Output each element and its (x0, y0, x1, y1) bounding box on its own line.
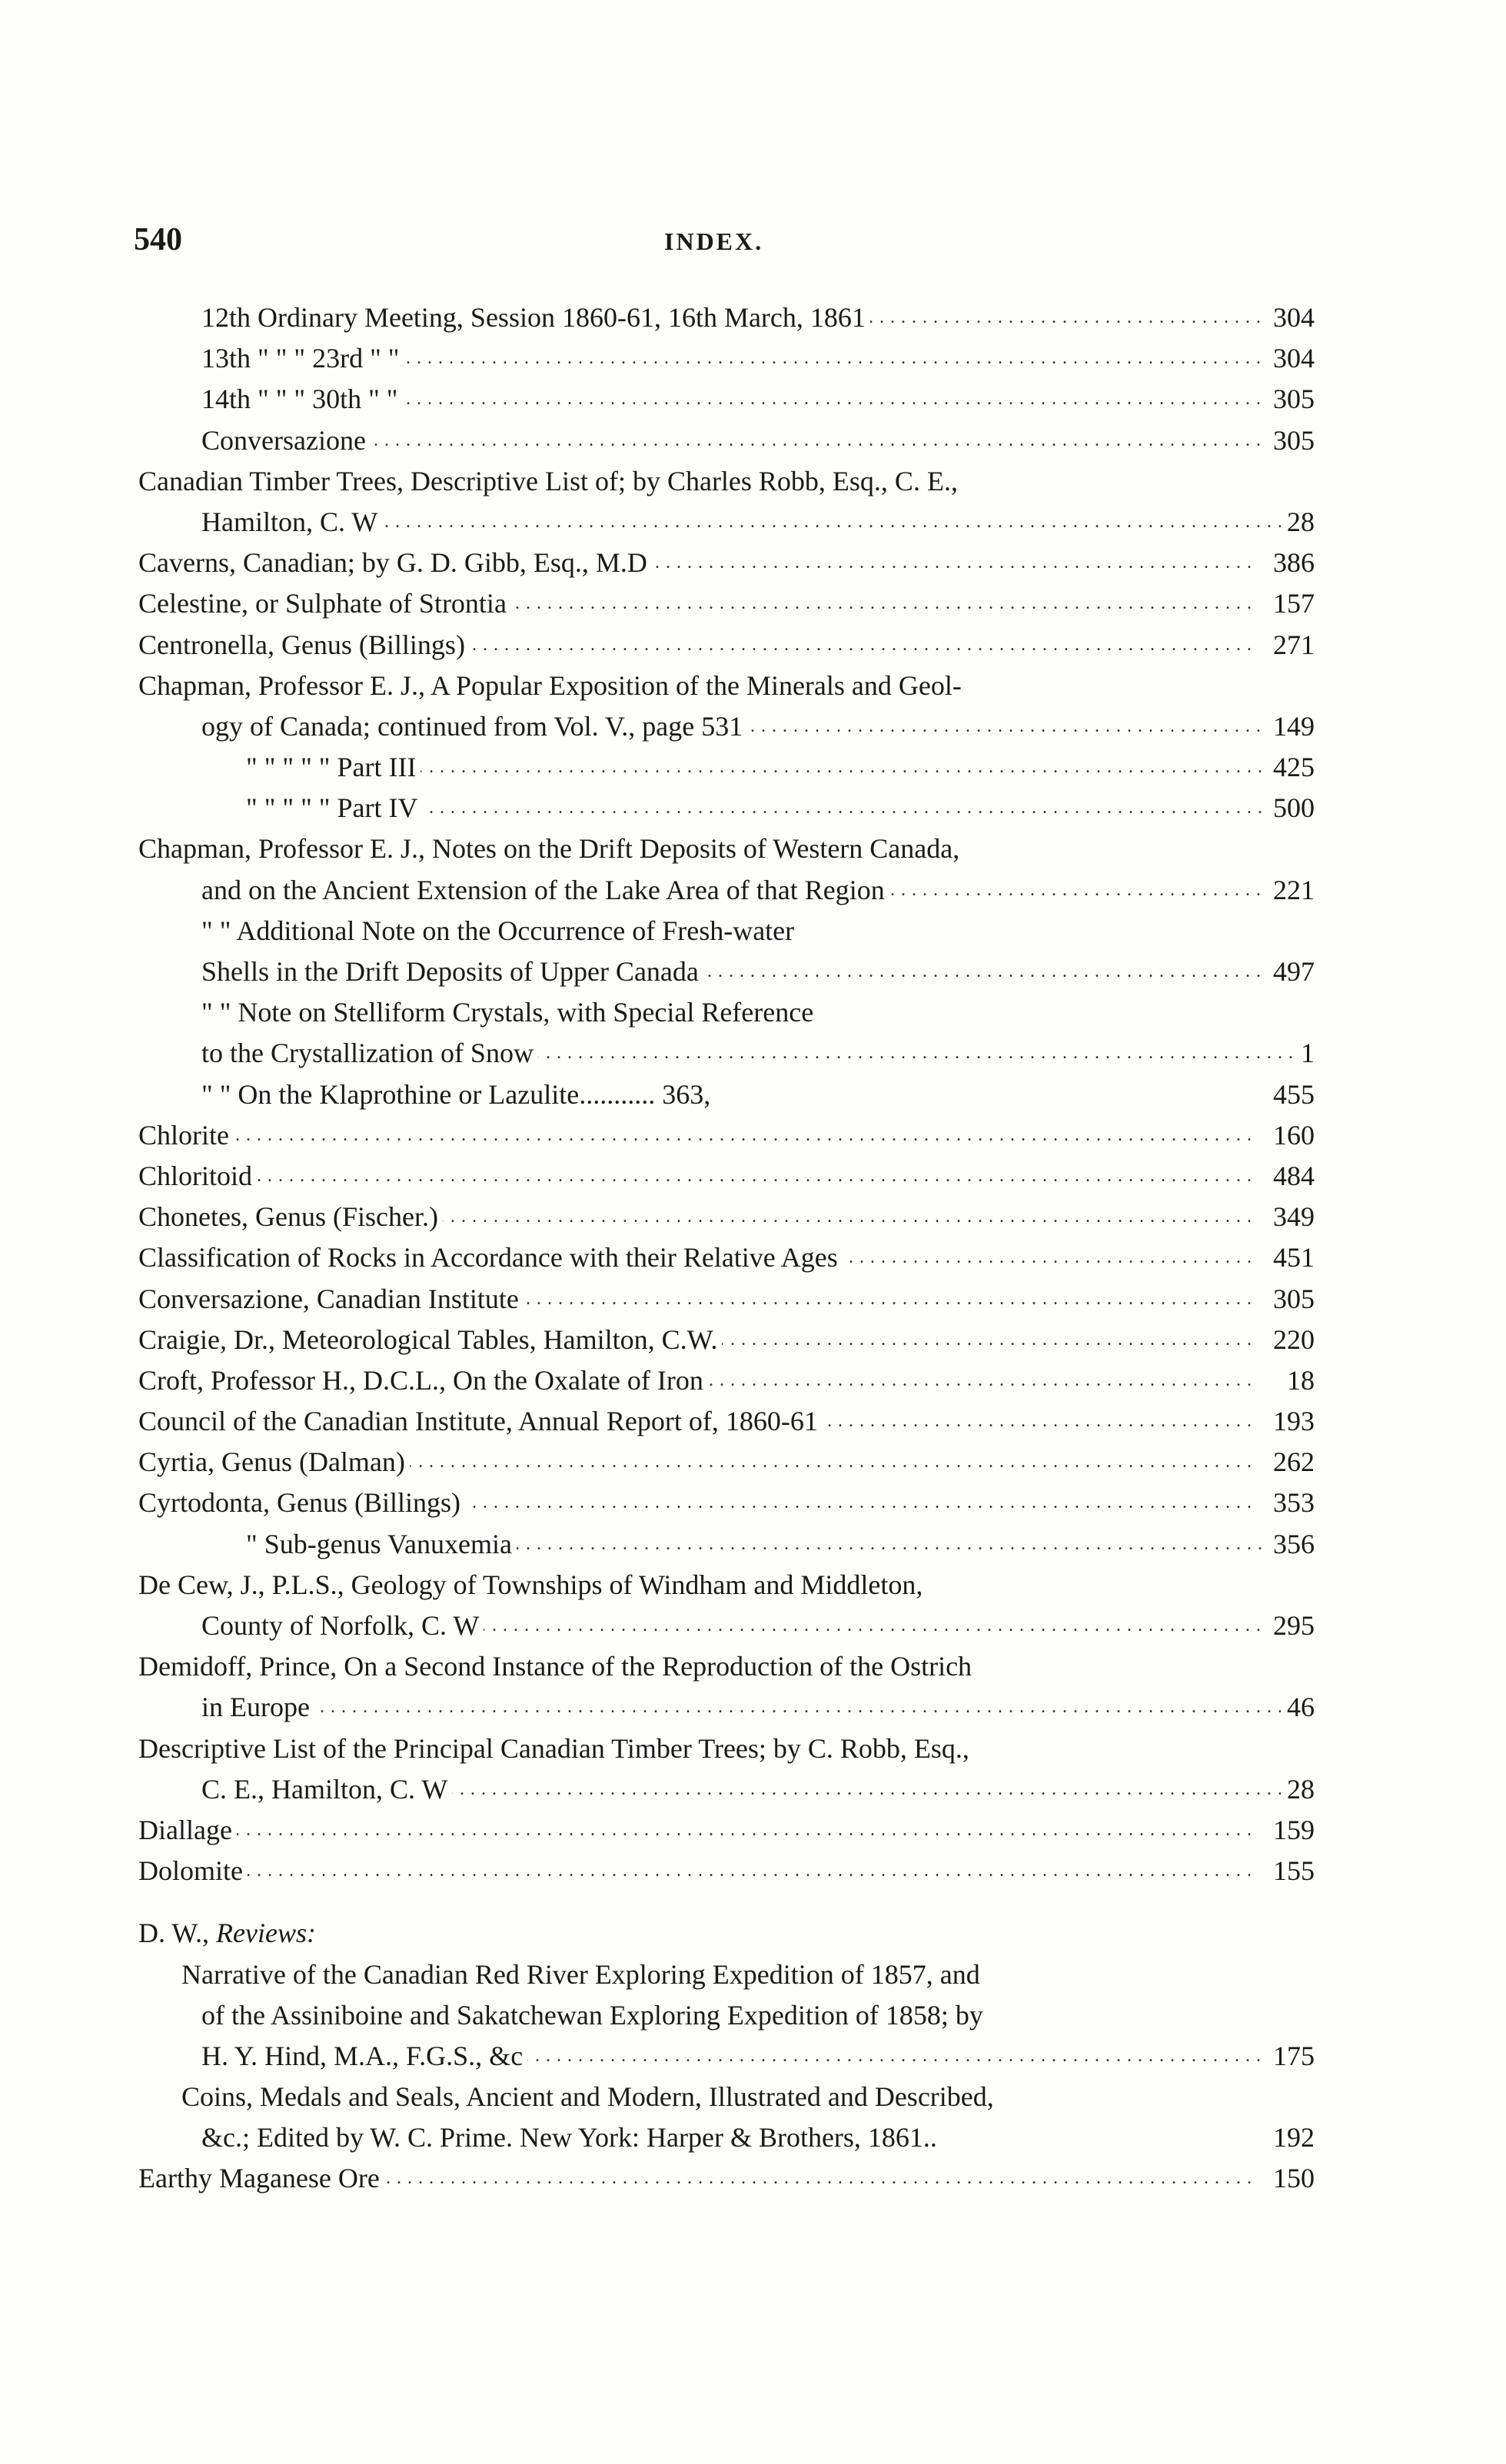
entry-page-number: 304 (1267, 338, 1315, 379)
entry-page-number: 220 (1267, 1320, 1315, 1360)
entry-text: of the Assiniboine and Sakatchewan Exploring Expedition of 1858; by (201, 1995, 988, 2036)
entry-page-number: 221 (1267, 870, 1315, 911)
index-entries (138, 297, 1315, 2200)
entry-text: . . . Celestine, or Sulphate of Strontia (138, 583, 511, 624)
index-entry-line (138, 1646, 1315, 1687)
entry-text: Canadian Timber Trees, Descriptive List of; by Charles Robb, Esq., C. E., (138, 461, 962, 502)
entry-text: Coins, Medals and Seals, Ancient and Modern, Illustrated and Described, (181, 2077, 999, 2117)
entry-page-number: 192 (1267, 2117, 1315, 2158)
entry-text: . . . Hamilton, C. W (201, 502, 382, 543)
index-entry-line (201, 502, 1315, 543)
index-entry-line (138, 829, 1315, 869)
entry-page-number: 150 (1267, 2158, 1315, 2199)
entry-text: " " Additional Note on the Occurrence of Fresh-water (201, 911, 799, 951)
index-entry-line (201, 1769, 1315, 1810)
index-entry-line (201, 706, 1315, 747)
index-entry-line (201, 951, 1315, 992)
entry-page-number: 1 (1295, 1033, 1315, 1074)
entry-text: . . . Croft, Professor H., D.C.L., On the Oxalate of Iron (138, 1360, 708, 1401)
entry-text: Chapman, Professor E. J., A Popular Exposition of the Minerals and Geol- (138, 666, 966, 706)
entry-text: . . . Caverns, Canadian; by G. D. Gibb, Esq., M.D (138, 543, 652, 583)
index-entry-line (138, 1237, 1315, 1278)
index-entry-line (181, 1954, 1315, 1995)
index-entry-line (138, 583, 1315, 624)
index-entry-line (201, 2117, 1315, 2158)
entry-text: . . . ogy of Canada; continued from Vol. V., page 531 (201, 706, 747, 747)
entry-text: Narrative of the Canadian Red River Exploring Expedition of 1857, and (181, 1954, 985, 1995)
index-entry-line (201, 870, 1315, 911)
entry-text: . . . Conversazione (201, 420, 371, 461)
entry-text: . . . Cyrtia, Genus (Dalman) (138, 1442, 410, 1483)
entry-text: . . . Craigie, Dr., Meteorological Tables, Hamilton, C.W. (138, 1320, 722, 1360)
entry-text: . . . and on the Ancient Extension of the Lake Area of that Region (201, 870, 889, 911)
index-entry-line (138, 1442, 1315, 1483)
entry-page-number: 149 (1267, 706, 1315, 747)
entry-text: . . . C. E., Hamilton, C. W (201, 1769, 452, 1810)
entry-page-number: 305 (1267, 420, 1315, 461)
entry-text: . . . H. Y. Hind, M.A., F.G.S., &c (201, 2036, 527, 2077)
entry-text: . . . Earthy Maganese Ore (138, 2158, 384, 2199)
entry-page-number: 271 (1267, 625, 1315, 666)
entry-page-number: 193 (1267, 1401, 1315, 1442)
entry-page-number: 157 (1267, 583, 1315, 624)
index-entry-line (201, 338, 1315, 379)
index-entry-line (201, 379, 1315, 420)
entry-text: Descriptive List of the Principal Canadian Timber Trees; by C. Robb, Esq., (138, 1728, 974, 1769)
running-head: INDEX. (664, 227, 764, 255)
index-entry-line (201, 2036, 1315, 2077)
index-entry-line (181, 2077, 1315, 2117)
index-entry-line (138, 1401, 1315, 1442)
page-number: 540 (134, 222, 182, 257)
entry-text: . . . 14th " " " 30th " " (201, 379, 402, 420)
entry-text: . . . " " " " " Part IV (246, 788, 422, 829)
index-entry-line (201, 992, 1315, 1033)
index-entry-line (201, 1033, 1315, 1074)
index-entry-line (201, 297, 1315, 338)
index-entry-line (138, 1565, 1315, 1606)
index-entry-line (138, 1115, 1315, 1156)
entry-text: . . . Council of the Canadian Institute, Annual Report of, 1860-61 (138, 1401, 823, 1442)
entry-page-number: 175 (1267, 2036, 1315, 2077)
entry-text: . . . to the Crystallization of Snow (201, 1033, 538, 1074)
index-entry-line (138, 666, 1315, 706)
entry-page-number: 451 (1267, 1237, 1315, 1278)
entry-text: " " Note on Stelliform Crystals, with Special Reference (201, 992, 818, 1033)
entry-page-number: 386 (1267, 543, 1315, 583)
index-entry-line (138, 1197, 1315, 1237)
entry-text: . . . Dolomite (138, 1851, 248, 1891)
index-entry-line (138, 1810, 1315, 1851)
index-entry-line (138, 1279, 1315, 1320)
index-entry-line (138, 1483, 1315, 1523)
entry-text: . . . Chonetes, Genus (Fischer.) (138, 1197, 443, 1237)
entry-page-number: 484 (1267, 1156, 1315, 1197)
entry-page-number: 18 (1281, 1360, 1315, 1401)
entry-page-number: 160 (1267, 1115, 1315, 1156)
entry-page-number: 304 (1267, 297, 1315, 338)
entry-page-number: 28 (1281, 1769, 1315, 1810)
entry-text: . . . Cyrtodonta, Genus (Billings) (138, 1483, 465, 1523)
entry-page-number: 455 (1267, 1074, 1315, 1115)
entry-page-number: 425 (1267, 747, 1315, 788)
entry-page-number: 155 (1267, 1851, 1315, 1891)
index-entry-line (246, 788, 1315, 829)
index-entry-line (138, 543, 1315, 583)
entry-text: . . . Shells in the Drift Deposits of Upper Canada (201, 951, 703, 992)
entry-page-number: 497 (1267, 951, 1315, 992)
entry-page-number: 500 (1267, 788, 1315, 829)
page-header (134, 221, 1364, 267)
entry-page-number: 305 (1267, 379, 1315, 420)
index-entry-line (201, 420, 1315, 461)
entry-text: . . . " " " " " Part III (246, 747, 421, 788)
entry-page-number: 295 (1267, 1606, 1315, 1646)
index-entry-line (138, 1728, 1315, 1769)
entry-page-number: 28 (1281, 502, 1315, 543)
entry-text: . . . 12th Ordinary Meeting, Session 1860-61, 16th March, 1861 (201, 297, 870, 338)
entry-text: . . . 13th " " " 23rd " " (201, 338, 404, 379)
entry-text: . . . Centronella, Genus (Billings) (138, 625, 470, 666)
entry-text: . . . County of Norfolk, C. W (201, 1606, 484, 1646)
entry-text: " " On the Klaprothine or Lazulite........... 363, (201, 1074, 715, 1115)
index-entry-line (138, 1320, 1315, 1360)
index-entry-line (246, 747, 1315, 788)
index-entry-line (138, 2158, 1315, 2199)
entry-text: . . . Diallage (138, 1810, 237, 1851)
entry-page-number: 305 (1267, 1279, 1315, 1320)
index-entry-line (138, 1913, 1315, 1954)
entry-page-number: 46 (1281, 1687, 1315, 1728)
entry-page-number: 159 (1267, 1810, 1315, 1851)
entry-page-number: 262 (1267, 1442, 1315, 1483)
entry-page-number: 356 (1267, 1524, 1315, 1565)
index-entry-line (138, 1156, 1315, 1197)
entry-text: &c.; Edited by W. C. Prime. New York: Harper & Brothers, 1861.. (201, 2117, 942, 2158)
section-gap (138, 1891, 1315, 1913)
entry-text: . . . Classification of Rocks in Accordance with their Relative Ages (138, 1237, 843, 1278)
index-entry-line (201, 1074, 1315, 1115)
index-entry-line (246, 1524, 1315, 1565)
index-entry-line (201, 911, 1315, 951)
entry-text: . . . " Sub-genus Vanuxemia (246, 1524, 517, 1565)
entry-text: Demidoff, Prince, On a Second Instance of the Reproduction of the Ostrich (138, 1646, 976, 1687)
entry-text: . . . in Europe (201, 1687, 314, 1728)
entry-page-number: 349 (1267, 1197, 1315, 1237)
entry-text: . . . Chlorite (138, 1115, 234, 1156)
entry-page-number: 353 (1267, 1483, 1315, 1523)
entry-text: . . . Chloritoid (138, 1156, 257, 1197)
index-entry-line (138, 1360, 1315, 1401)
entry-text: De Cew, J., P.L.S., Geology of Townships of Windham and Middleton, (138, 1565, 927, 1606)
entry-text: D. W., Reviews: (138, 1913, 321, 1954)
entry-text: Chapman, Professor E. J., Notes on the Drift Deposits of Western Canada, (138, 829, 964, 869)
index-entry-line (138, 461, 1315, 502)
entry-text: . . . Conversazione, Canadian Institute (138, 1279, 524, 1320)
index-entry-line (201, 1995, 1315, 2036)
index-entry-line (201, 1606, 1315, 1646)
index-entry-line (138, 1851, 1315, 1891)
index-entry-line (138, 625, 1315, 666)
index-entry-line (201, 1687, 1315, 1728)
